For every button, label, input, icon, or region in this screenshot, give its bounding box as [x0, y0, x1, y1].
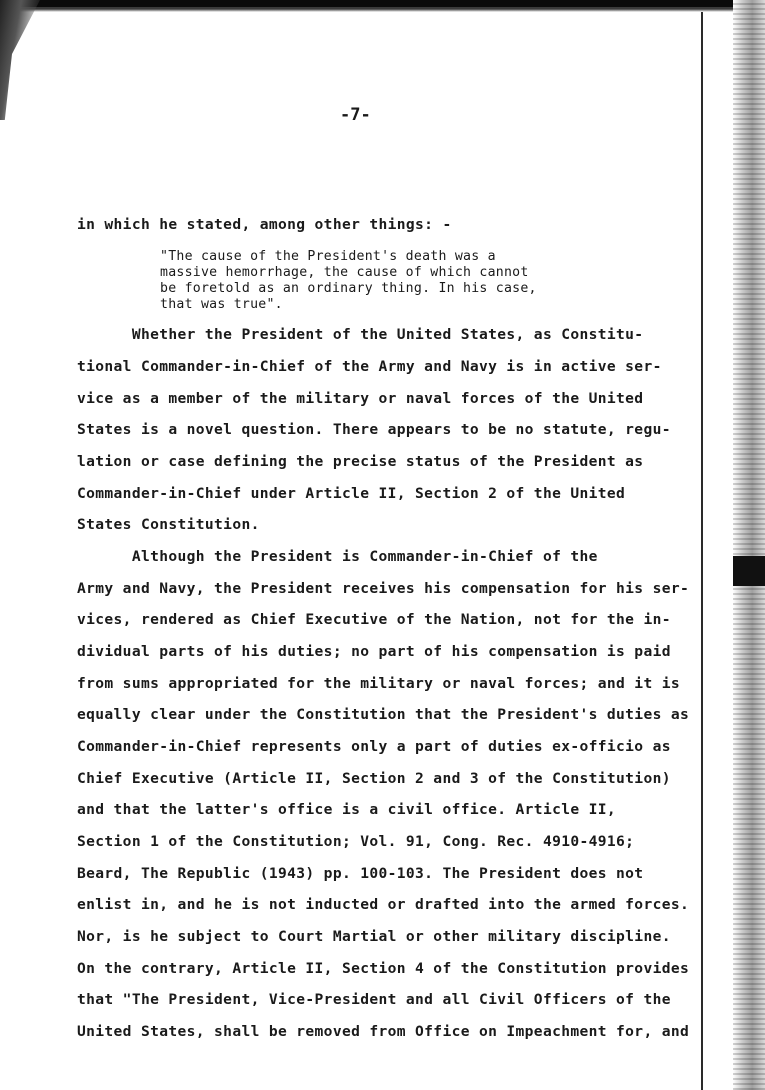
- quote-line: that was true".: [160, 297, 283, 312]
- quote-line: massive hemorrhage, the cause of which cannot: [160, 265, 529, 280]
- scan-top-edge: [0, 0, 765, 12]
- body-line: United States, shall be removed from Office on Impeachment for, and: [77, 1023, 690, 1040]
- scan-right-dark-band: [733, 556, 765, 586]
- body-line: Nor, is he subject to Court Martial or other military discipline.: [77, 928, 671, 945]
- body-line: Although the President is Commander-in-Chief of the: [77, 548, 598, 565]
- body-line: and that the latter's office is a civil office. Article II,: [77, 801, 617, 818]
- body-line: Commander-in-Chief under Article II, Section 2 of the United: [77, 485, 626, 502]
- body-line: States is a novel question. There appears to be no statute, regu-: [77, 421, 671, 438]
- body-line: States Constitution.: [77, 516, 260, 533]
- body-line: tional Commander-in-Chief of the Army and Navy is in active ser-: [77, 358, 662, 375]
- body-line: from sums appropriated for the military or naval forces; and it is: [77, 675, 680, 692]
- intro-line: in which he stated, among other things: -: [77, 216, 452, 233]
- page-number: -7-: [340, 105, 371, 125]
- body-line: enlist in, and he is not inducted or drafted into the armed forces.: [77, 896, 690, 913]
- quote-line: "The cause of the President's death was a: [160, 249, 496, 264]
- body-line: lation or case defining the precise status of the President as: [77, 453, 644, 470]
- body-line: vice as a member of the military or naval forces of the United: [77, 390, 644, 407]
- body-line: Commander-in-Chief represents only a part of duties ex-officio as: [77, 738, 671, 755]
- body-line: that "The President, Vice-President and all Civil Officers of the: [77, 991, 671, 1008]
- body-line: Army and Navy, the President receives his compensation for his ser-: [77, 580, 690, 597]
- body-line: vices, rendered as Chief Executive of the Nation, not for the in-: [77, 611, 671, 628]
- body-line: Whether the President of the United States, as Constitu-: [77, 326, 644, 343]
- body-line: Chief Executive (Article II, Section 2 and 3 of the Constitution): [77, 770, 671, 787]
- scan-right-margin: [733, 0, 765, 1090]
- quote-line: be foretold as an ordinary thing. In his case,: [160, 281, 537, 296]
- body-line: Beard, The Republic (1943) pp. 100-103. The President does not: [77, 865, 644, 882]
- scan-left-shadow: [0, 0, 40, 120]
- body-line: equally clear under the Constitution that the President's duties as: [77, 706, 690, 723]
- scan-vertical-rule: [701, 12, 703, 1090]
- body-line: dividual parts of his duties; no part of his compensation is paid: [77, 643, 671, 660]
- body-line: Section 1 of the Constitution; Vol. 91, Cong. Rec. 4910-4916;: [77, 833, 635, 850]
- body-line: On the contrary, Article II, Section 4 of the Constitution provides: [77, 960, 690, 977]
